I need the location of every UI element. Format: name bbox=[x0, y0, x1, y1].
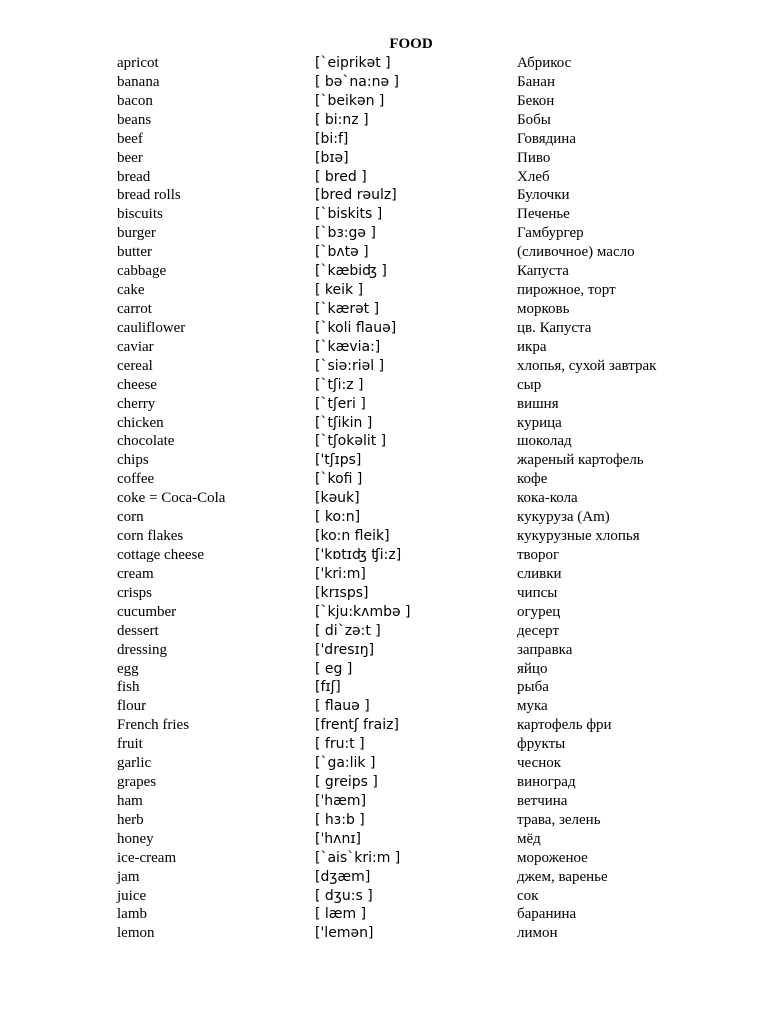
transcription: [`tʃikin ] bbox=[315, 414, 373, 431]
vocab-word: carrot bbox=[117, 300, 152, 317]
transcription: [ bə`na:nə ] bbox=[315, 73, 399, 90]
vocab-word: cottage cheese bbox=[117, 546, 205, 563]
vocab-word: caviar bbox=[117, 338, 154, 355]
transcription: [ko:n fleik] bbox=[315, 528, 390, 545]
translation: Капуста bbox=[517, 263, 569, 280]
vocab-word: banana bbox=[117, 73, 160, 90]
transcription: [`siə:riəl ] bbox=[315, 357, 385, 374]
vocab-word: cabbage bbox=[117, 263, 167, 280]
vocab-word: apricot bbox=[117, 55, 159, 71]
vocabulary-list bbox=[0, 54, 768, 943]
transcription: [`koli flauə] bbox=[315, 319, 397, 336]
list-item bbox=[0, 338, 768, 357]
vocab-word: cheese bbox=[117, 376, 157, 393]
transcription: [`bʌtə ] bbox=[315, 244, 369, 261]
list-item bbox=[0, 678, 768, 697]
list-item bbox=[0, 414, 768, 433]
vocab-word: ice-cream bbox=[117, 849, 177, 866]
vocab-word: chips bbox=[117, 452, 149, 469]
translation: заправка bbox=[517, 641, 573, 658]
list-item bbox=[0, 697, 768, 716]
transcription: [ hɜ:b ] bbox=[315, 811, 365, 828]
transcription: [`tʃi:z ] bbox=[315, 376, 364, 393]
list-item bbox=[0, 168, 768, 187]
vocab-word: biscuits bbox=[117, 206, 163, 223]
list-item bbox=[0, 489, 768, 508]
translation: Печенье bbox=[517, 206, 570, 223]
vocab-word: chicken bbox=[117, 414, 164, 431]
vocab-word: grapes bbox=[117, 774, 157, 791]
vocab-word: bacon bbox=[117, 92, 153, 109]
transcription: [ eg ] bbox=[315, 660, 353, 677]
translation: кукуруза (Am) bbox=[517, 509, 610, 526]
list-item bbox=[0, 54, 768, 73]
list-item bbox=[0, 281, 768, 300]
transcription: ['dresɪŋ] bbox=[315, 641, 375, 658]
list-item bbox=[0, 527, 768, 546]
vocab-word: cauliflower bbox=[117, 319, 186, 336]
vocab-word: cereal bbox=[117, 357, 153, 374]
vocab-word: herb bbox=[117, 811, 144, 828]
vocab-word: fruit bbox=[117, 736, 143, 753]
translation: сыр bbox=[517, 376, 542, 393]
vocab-word: cherry bbox=[117, 395, 156, 412]
vocab-word: dressing bbox=[117, 641, 167, 658]
vocab-word: beans bbox=[117, 111, 152, 128]
translation: мороженое bbox=[517, 849, 588, 866]
vocab-word: chocolate bbox=[117, 433, 175, 450]
list-item bbox=[0, 130, 768, 149]
transcription: [`beikən ] bbox=[315, 92, 385, 109]
list-item bbox=[0, 716, 768, 735]
list-item bbox=[0, 73, 768, 92]
vocab-word: dessert bbox=[117, 622, 159, 639]
list-item bbox=[0, 262, 768, 281]
vocab-word: jam bbox=[117, 868, 140, 885]
translation: джем, варенье bbox=[517, 868, 608, 885]
vocab-word: cream bbox=[117, 565, 154, 582]
vocab-word: lamb bbox=[117, 906, 147, 923]
vocab-word: egg bbox=[117, 660, 139, 677]
transcription: [ fru:t ] bbox=[315, 736, 365, 753]
list-item bbox=[0, 924, 768, 943]
transcription: [`kofi ] bbox=[315, 471, 363, 488]
transcription: [bɪə] bbox=[315, 149, 349, 166]
transcription: [dʒæm] bbox=[315, 868, 371, 885]
list-item bbox=[0, 432, 768, 451]
translation: Пиво bbox=[517, 149, 551, 166]
vocab-word: coffee bbox=[117, 471, 155, 488]
transcription: [`eiprikət ] bbox=[315, 55, 391, 71]
translation: мёд bbox=[517, 830, 541, 847]
transcription: [`tʃokəlit ] bbox=[315, 433, 387, 450]
list-item bbox=[0, 357, 768, 376]
vocab-word: corn flakes bbox=[117, 528, 184, 545]
translation: цв. Капуста bbox=[517, 319, 592, 336]
transcription: ['hæm] bbox=[315, 792, 367, 809]
list-item bbox=[0, 792, 768, 811]
vocab-word: lemon bbox=[117, 925, 155, 942]
list-item bbox=[0, 224, 768, 243]
transcription: [`biskits ] bbox=[315, 206, 383, 223]
transcription: [`bɜ:gə ] bbox=[315, 225, 376, 242]
translation: лимон bbox=[517, 925, 558, 942]
transcription: [`tʃeri ] bbox=[315, 395, 366, 412]
list-item bbox=[0, 565, 768, 584]
vocab-word: fish bbox=[117, 679, 140, 696]
transcription: [bi:f] bbox=[315, 130, 349, 147]
list-item bbox=[0, 641, 768, 660]
translation: пирожное, торт bbox=[517, 282, 616, 299]
translation: Гамбургер bbox=[517, 225, 584, 242]
transcription: [ di`zə:t ] bbox=[315, 622, 381, 639]
transcription: [ flauə ] bbox=[315, 698, 370, 715]
list-item bbox=[0, 319, 768, 338]
translation: шоколад bbox=[517, 433, 572, 450]
transcription: [`kævia:] bbox=[315, 338, 381, 355]
vocab-word: honey bbox=[117, 830, 154, 847]
list-item bbox=[0, 243, 768, 262]
vocab-word: beer bbox=[117, 149, 143, 166]
transcription: [`kærət ] bbox=[315, 300, 380, 317]
translation: вишня bbox=[517, 395, 559, 412]
list-item bbox=[0, 830, 768, 849]
list-item bbox=[0, 470, 768, 489]
list-item bbox=[0, 395, 768, 414]
list-item bbox=[0, 186, 768, 205]
translation: Банан bbox=[517, 73, 555, 90]
list-item bbox=[0, 149, 768, 168]
translation: Булочки bbox=[517, 187, 570, 204]
transcription: [frentʃ fraiz] bbox=[315, 717, 399, 734]
translation: морковь bbox=[517, 300, 570, 317]
vocab-word: garlic bbox=[117, 755, 152, 772]
transcription: [krɪsps] bbox=[315, 584, 369, 601]
list-item bbox=[0, 300, 768, 319]
transcription: [`ais`kri:m ] bbox=[315, 849, 401, 866]
transcription: [`kju:kʌmbə ] bbox=[315, 603, 411, 620]
vocab-word: crisps bbox=[117, 584, 152, 601]
vocab-word: corn bbox=[117, 509, 144, 526]
list-item bbox=[0, 508, 768, 527]
translation: виноград bbox=[517, 774, 576, 791]
translation: яйцо bbox=[517, 660, 548, 677]
translation: мука bbox=[517, 698, 548, 715]
list-item bbox=[0, 887, 768, 906]
translation: курица bbox=[517, 414, 562, 431]
list-item bbox=[0, 376, 768, 395]
translation: рыба bbox=[517, 679, 549, 696]
translation: картофель фри bbox=[517, 717, 612, 734]
translation: баранина bbox=[517, 906, 577, 923]
list-item bbox=[0, 735, 768, 754]
page-title: FOOD bbox=[389, 36, 433, 52]
translation: Говядина bbox=[517, 130, 576, 147]
transcription: [ bred ] bbox=[315, 168, 367, 185]
list-item bbox=[0, 905, 768, 924]
vocab-word: flour bbox=[117, 698, 147, 715]
vocab-word: bread rolls bbox=[117, 187, 181, 204]
list-item bbox=[0, 811, 768, 830]
translation: Бобы bbox=[517, 111, 551, 128]
transcription: [ læm ] bbox=[315, 906, 367, 923]
translation: чеснок bbox=[517, 755, 562, 772]
transcription: [`ga:lik ] bbox=[315, 755, 376, 772]
translation: кока-кола bbox=[517, 490, 578, 507]
transcription: [ ko:n] bbox=[315, 509, 361, 526]
translation: Абрикос bbox=[517, 55, 572, 71]
transcription: [fɪʃ] bbox=[315, 679, 341, 696]
translation: чипсы bbox=[517, 584, 558, 601]
translation: (сливочное) масло bbox=[517, 244, 635, 261]
transcription: ['kri:m] bbox=[315, 565, 366, 582]
list-item bbox=[0, 849, 768, 868]
translation: икра bbox=[517, 338, 547, 355]
translation: творог bbox=[517, 546, 560, 563]
list-item bbox=[0, 622, 768, 641]
translation: десерт bbox=[517, 622, 560, 639]
transcription: [bred rəulz] bbox=[315, 187, 397, 204]
vocab-word: butter bbox=[117, 244, 152, 261]
transcription: ['lemən] bbox=[315, 925, 374, 942]
transcription: ['tʃɪps] bbox=[315, 452, 362, 469]
list-item bbox=[0, 868, 768, 887]
transcription: [ greips ] bbox=[315, 774, 378, 791]
vocab-word: coke = Coca-Cola bbox=[117, 490, 226, 507]
transcription: [kəuk] bbox=[315, 490, 360, 507]
vocab-word: juice bbox=[117, 887, 147, 904]
transcription: ['hʌnɪ] bbox=[315, 830, 362, 847]
transcription: [ keik ] bbox=[315, 282, 364, 299]
transcription: [ bi:nz ] bbox=[315, 111, 369, 128]
list-item bbox=[0, 754, 768, 773]
vocab-word: bread bbox=[117, 168, 151, 185]
list-item bbox=[0, 205, 768, 224]
translation: жареный картофель bbox=[517, 452, 644, 469]
translation: трава, зелень bbox=[517, 811, 601, 828]
transcription: [`kæbiʤ ] bbox=[315, 263, 387, 280]
vocab-word: cucumber bbox=[117, 603, 177, 620]
translation: кукурузные хлопья bbox=[517, 528, 640, 545]
vocab-word: cake bbox=[117, 282, 145, 299]
list-item bbox=[0, 451, 768, 470]
vocab-word: burger bbox=[117, 225, 156, 242]
translation: огурец bbox=[517, 603, 561, 620]
list-item bbox=[0, 92, 768, 111]
list-item bbox=[0, 546, 768, 565]
list-item bbox=[0, 111, 768, 130]
transcription: [ dʒu:s ] bbox=[315, 887, 373, 904]
vocab-word: ham bbox=[117, 792, 143, 809]
list-item bbox=[0, 584, 768, 603]
list-item bbox=[0, 773, 768, 792]
translation: сливки bbox=[517, 565, 562, 582]
translation: кофе bbox=[517, 471, 548, 488]
translation: Хлеб bbox=[517, 168, 550, 185]
transcription: ['kɒtɪʤ ʧi:z] bbox=[315, 546, 402, 563]
list-item bbox=[0, 603, 768, 622]
translation: ветчина bbox=[517, 792, 568, 809]
vocab-word: French fries bbox=[117, 717, 190, 734]
translation: фрукты bbox=[517, 736, 566, 753]
translation: Бекон bbox=[517, 92, 555, 109]
vocab-word: beef bbox=[117, 130, 143, 147]
translation: хлопья, сухой завтрак bbox=[517, 357, 657, 374]
list-item bbox=[0, 660, 768, 679]
translation: сок bbox=[517, 887, 539, 904]
